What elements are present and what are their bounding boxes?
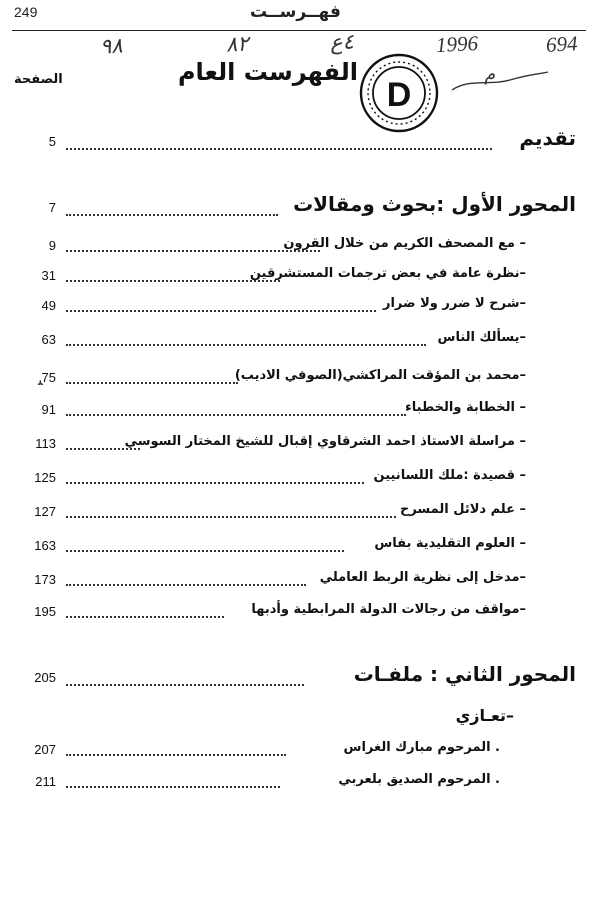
toc-leader: [66, 300, 376, 312]
toc-page: 207: [34, 742, 56, 757]
toc-text: – الخطابة والخطباء: [405, 400, 526, 415]
library-stamp: [358, 52, 440, 134]
toc-text: . المرحوم الصديق بلعربي: [338, 772, 500, 787]
toc-entry: [0, 398, 596, 424]
toc-text: –محمد بن المؤقت المراكشي(الصوفي الاديب): [234, 368, 526, 383]
handwritten-note-2: ٨٢: [225, 31, 250, 57]
toc-entry: [0, 234, 596, 260]
toc-text: المحور الثاني : ملفـات: [353, 662, 576, 686]
toc-entry: [0, 466, 596, 492]
toc-leader: [66, 334, 426, 346]
toc-page: 205: [34, 670, 56, 685]
toc-entry: [0, 500, 596, 526]
toc-text: . المرحوم مبارك الغراس: [343, 740, 500, 755]
toc-leader: [66, 540, 344, 552]
toc-text: –نظرة عامة في بعض ترجمات المستشرقين: [249, 266, 526, 281]
toc-leader: [66, 674, 304, 686]
toc-text: – مراسلة الاستاذ احمد الشرقاوي إقبال للشيخ المختار السوسي: [124, 434, 526, 449]
toc-text: تقديم: [519, 126, 576, 150]
toc-page: 5: [48, 134, 56, 149]
toc-entry: [0, 534, 596, 560]
toc-entry: [0, 328, 596, 354]
toc-page: 173: [34, 572, 56, 587]
toc-page: 63: [41, 332, 56, 347]
stamp-letter: D: [386, 76, 412, 114]
handwritten-note-4: 1996: [435, 30, 479, 58]
toc-text: – علم دلائل المسرح: [399, 502, 526, 517]
toc-page: 49: [41, 298, 56, 313]
toc-text: –تعـازي: [455, 706, 514, 725]
toc-leader: [66, 574, 306, 586]
toc-leader: [66, 270, 280, 282]
toc-text: – مع المصحف الكريم من خلال القرون: [283, 236, 526, 251]
toc-page: 9: [48, 238, 56, 253]
toc-text: المحور الأول :بحوث ومقالات: [293, 192, 576, 216]
handwritten-note-6: م: [483, 63, 496, 85]
handwritten-note-5: 694: [545, 31, 579, 57]
running-head: فهــرســت: [250, 2, 341, 22]
toc-leader: [66, 506, 396, 518]
toc-page: 75: [41, 370, 56, 385]
toc-entry: [0, 126, 596, 158]
toc-page: 125: [34, 470, 56, 485]
toc-entry: [0, 770, 596, 796]
toc-text: – قصيدة :ملك اللسانيين: [373, 468, 526, 483]
toc-leader: [66, 138, 492, 150]
toc-section-heading: [0, 662, 596, 694]
toc-leader: [66, 204, 278, 216]
toc-page: 127: [34, 504, 56, 519]
toc-entry: [0, 294, 596, 320]
toc-leader: [66, 404, 406, 416]
toc-text: – العلوم التقليدية بفاس: [374, 536, 526, 551]
toc-leader: [66, 372, 238, 384]
toc-leader: [66, 606, 224, 618]
toc-leader: [66, 240, 320, 252]
toc-leader: [66, 776, 280, 788]
page-title: الفهرست العام: [177, 58, 358, 86]
toc-leader: [66, 744, 286, 756]
toc-page: 163: [34, 538, 56, 553]
toc-text: –مواقف من رجالات الدولة المرابطية وأدبها: [251, 602, 526, 617]
toc-entry: [0, 432, 596, 458]
toc-page: 195: [34, 604, 56, 619]
toc-entry: [0, 264, 596, 290]
handwritten-check-mark: ﯩ: [38, 372, 43, 389]
toc-entry: [0, 366, 596, 392]
toc-text: –مدخل إلى نظرية الربط العاملي: [319, 570, 526, 585]
page-number: 249: [14, 4, 38, 20]
handwritten-note-1: ٩٨: [99, 33, 124, 59]
toc-page: 113: [35, 436, 56, 451]
toc-entry: [0, 600, 596, 626]
toc-page: 31: [41, 268, 56, 283]
toc-section-heading: [0, 192, 596, 224]
handwritten-note-3: ٤ع: [329, 29, 355, 55]
toc-subheading: [0, 704, 596, 730]
handwritten-scrawl: [450, 60, 550, 100]
toc-page: 91: [41, 402, 56, 417]
toc-leader: [66, 472, 364, 484]
toc-text: –يسألك الناس: [437, 330, 526, 345]
toc-entry: [0, 738, 596, 764]
toc-page: 7: [48, 200, 56, 215]
toc-entry: [0, 568, 596, 594]
toc-text: –شرح لا ضرر ولا ضرار: [382, 296, 526, 311]
header-rule: [12, 30, 586, 31]
toc-page: 211: [35, 774, 56, 789]
page-column-label: الصفحة: [14, 72, 63, 87]
